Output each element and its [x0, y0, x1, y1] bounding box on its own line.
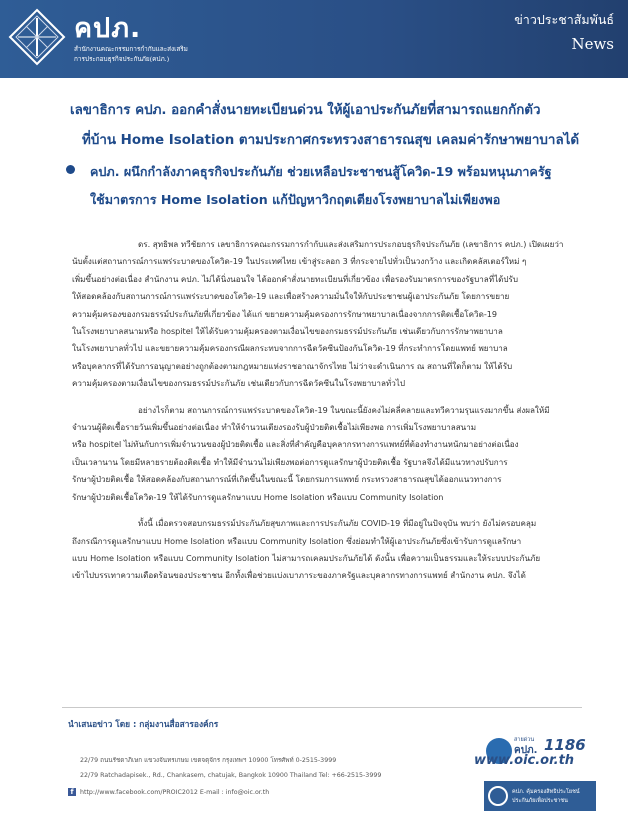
- paragraph-1: [72, 236, 596, 393]
- badge-logo-icon: [488, 786, 508, 806]
- badge-line2: ประกันภัยเพื่อประชาชน: [512, 798, 568, 804]
- footer-divider: [62, 707, 582, 708]
- body-line: ในโรงพยาบาลสนามหรือ hospitel ให้ได้รับความคุ้มครองตามเงื่อนไขของกรมธรรม์ประกันภัย เช่นเดียวกับการรักษาพยาบาล: [72, 326, 503, 337]
- facebook-icon: f: [68, 788, 76, 796]
- sub-headline-bullet: [90, 158, 600, 214]
- body-line: ในโรงพยาบาลทั่วไป และขยายความคุ้มครองกรณีผลกระทบจากการฉีดวัคซีนป้องกันโควิด-19 ที่กระทำการโดยแพทย์ พยาบาล: [72, 343, 508, 354]
- headline: [70, 96, 610, 156]
- paragraph-2: [72, 402, 596, 506]
- body-line: ให้สอดคล้องกับสถานการณ์การแพร่ระบาดของโควิด-19 และเพื่อสร้างความมั่นใจให้กับประชาชนผู้เอาประกันภัย โดยการขยาย: [72, 291, 510, 302]
- facebook-email-text[interactable]: http://www.facebook.com/PROIC2012 E-mail : info@oic.or.th: [80, 789, 270, 796]
- oic-logo-icon: [8, 8, 66, 66]
- body-line: อย่างไรก็ตาม สถานการณ์การแพร่ระบาดของโควิด-19 ในขณะนี้ยังคงไม่คลี่คลายและทวีความรุนแรงมากขึ้น ส่งผลให้มี: [138, 404, 550, 415]
- body-line: เพิ่มขึ้นอย่างต่อเนื่อง สำนักงาน คปภ. ไม่ได้นิ่งนอนใจ ได้ออกคำสั่งนายทะเบียนที่เกี่ยวข้อง เพื่อรองรับมาตรการของรัฐบาลที่ได้ปรับ: [72, 273, 519, 284]
- hotline-number: 1186: [544, 736, 586, 754]
- org-name-line2: การประกอบธุรกิจประกันภัย(คปภ.): [74, 55, 170, 63]
- body-line: แบบ Home Isolation หรือแบบ Community Isolation ไม่สามารถเคลมประกันภัยได้ ดังนั้น เพื่อความเป็นธรรมและให้ระบบประกันภัย: [72, 552, 541, 563]
- body-line: รักษาผู้ป่วยติดเชื้อ ให้สอดคล้องกับสถานการณ์ที่เกิดขึ้นในขณะนี้ โดยกรมการแพทย์ กระทรวงสาธารณสุขได้ออกแนวทางการ: [72, 474, 502, 485]
- body-line: ความคุ้มครองของกรมธรรม์ประกันภัยที่เกี่ยวข้อง ได้แก่ ขยายความคุ้มครองการรักษาพยาบาลเนื่องจากการติดเชื้อโควิด-19: [72, 308, 498, 319]
- body-line: เป็นเวลานาน โดยมีหลายรายต้องติดเชื้อ ทำให้มีจำนวนไม่เพียงพอต่อการดูแลรักษาผู้ป่วยติดเชื้อ รัฐบาลจึงได้มีแนวทางปรับการ: [72, 456, 508, 467]
- address-thai: 22/79 ถนนรัชดาภิเษก แขวงจันทรเกษม เขตจตุจักร กรุงเทพฯ 10900 โทรศัพท์ 0-2515-3999: [80, 757, 337, 764]
- org-abbreviation: คปภ.: [74, 13, 142, 44]
- sub-headline-line1: คปภ. ผนึกกำลังภาคธุรกิจประกันภัย ช่วยเหลือประชาชนสู้โควิด-19 พร้อมหนุนภาครัฐ: [90, 164, 552, 179]
- bullet-dot-icon: [66, 165, 75, 174]
- footer-badge: [484, 781, 596, 811]
- website-link[interactable]: www.oic.or.th: [474, 753, 575, 768]
- news-label-thai: ข่าวประชาสัมพันธ์: [514, 12, 614, 27]
- article-body: [72, 236, 596, 585]
- sub-headline-line2: ใช้มาตรการ Home Isolation แก้ปัญหาวิกฤตเตียงโรงพยาบาลไม่เพียงพอ: [90, 192, 501, 207]
- body-line: หรือ hospitel ไม่ทันกับการเพิ่มจำนวนของผู้ป่วยติดเชื้อ และสิ่งที่สำคัญคือบุคลากรทางการแพทย์ที่ต้องทำงานหนักมาอย่างต่อเนื่อง: [72, 439, 519, 450]
- headline-line2: ที่บ้าน Home Isolation ตามประกาศกระทรวงสาธารณสุข เคลมค่ารักษาพยาบาลได้: [82, 133, 580, 148]
- hotline-org-text: คปภ.: [514, 745, 538, 756]
- body-line: หรือบุคลากรที่ได้รับการอนุญาตอย่างถูกต้องตามกฎหมายแห่งราชอาณาจักรไทย ไม่ว่าจะดำเนินการ ณ สถานที่ใดก็ตาม ให้ได้รับ: [72, 360, 513, 371]
- news-label-english: News: [571, 35, 614, 53]
- body-line: ดร. สุทธิพล ทวีชัยการ เลขาธิการคณะกรรมการกำกับและส่งเสริมการประกอบธุรกิจประกันภัย (เลขาธิการ คปภ.) เปิดเผยว่า: [138, 239, 564, 249]
- body-line: รักษาผู้ป่วยติดเชื้อโควิด-19 ให้ได้รับการดูแลรักษาแบบ Home Isolation หรือแบบ Community Isolation: [72, 491, 444, 502]
- badge-line1: คปภ. คุ้มครองสิทธิประโยชน์: [512, 789, 580, 795]
- body-line: ถึงกรณีการดูแลรักษาแบบ Home Isolation หรือแบบ Community Isolation ซึ่งย่อมทำให้ผู้เอาประกันภัยซึ่งเข้ารับการดูแลรักษา: [72, 535, 522, 546]
- contact-label: นำเสนอข่าว โดย : กลุ่มงานสื่อสารองค์กร: [68, 719, 219, 729]
- body-line: ทั้งนี้ เมื่อตรวจสอบกรมธรรม์ประกันภัยสุขภาพและการประกันภัย COVID-19 ที่มีอยู่ในปัจจุบัน พบว่า ยังไม่ครอบคลุม: [138, 518, 537, 529]
- paragraph-3: [72, 515, 596, 585]
- footer: [0, 703, 628, 813]
- body-line: นับตั้งแต่สถานการณ์การแพร่ระบาดของโควิด-19 ในประเทศไทย เข้าสู่ระลอก 3 ที่กระจายไปทั่วเป็นวงกว้าง และเกิดคลัสเตอร์ใหม่ ๆ: [72, 256, 527, 267]
- headline-line1: เลขาธิการ คปภ. ออกคำสั่งนายทะเบียนด่วน ให้ผู้เอาประกันภัยที่สามารถแยกกักตัว: [70, 103, 541, 118]
- body-line: เข้าไปบรรเทาความเดือดร้อนของประชาชน อีกทั้งเพื่อช่วยแบ่งเบาภาระของภาครัฐและบุคลากรทางการแพทย์ สำนักงาน คปภ. จึงได้: [72, 570, 526, 581]
- facebook-email-line[interactable]: [68, 788, 269, 796]
- header-banner: [0, 0, 628, 78]
- body-line: ความคุ้มครองตามเงื่อนไขของกรมธรรม์ประกันภัย เช่นเดียวกับการฉีดวัคซีนในโรงพยาบาลทั่วไป: [72, 378, 406, 389]
- address-english: 22/79 Ratchadapisek., Rd., Chankasem, chatujak, Bangkok 10900 Thailand Tel: +66-2515-3999: [80, 772, 382, 779]
- org-name-line1: สำนักงานคณะกรรมการกำกับและส่งเสริม: [74, 45, 188, 53]
- body-line: จำนวนผู้ติดเชื้อรายวันเพิ่มขึ้นอย่างต่อเนื่อง ทำให้จำนวนเตียงรองรับผู้ป่วยติดเชื้อไม่เพียงพอ การเพิ่มโรงพยาบาลสนาม: [72, 422, 477, 433]
- hotline-small-text: สายด่วน: [514, 737, 535, 743]
